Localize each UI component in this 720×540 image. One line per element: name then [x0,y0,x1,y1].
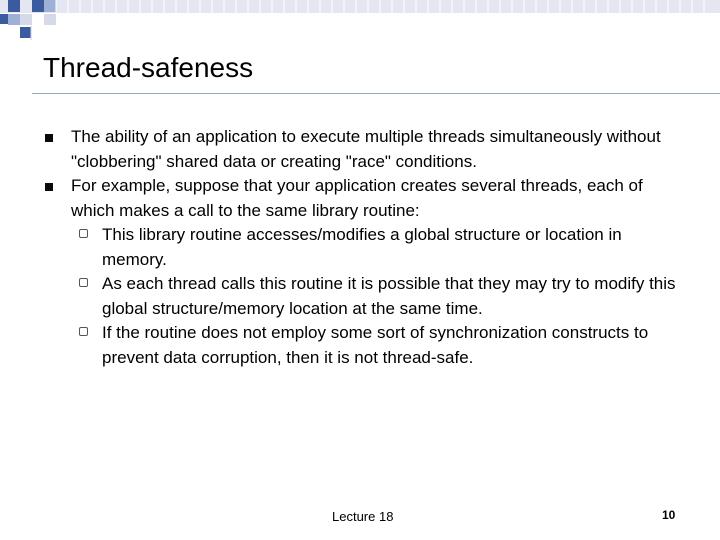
bullet-text: For example, suppose that your application creates several threads, each of which makes a call to the same library routine: [71,176,643,220]
hollow-square-bullet-icon [79,278,88,287]
title-underline [32,93,720,94]
slide-title: Thread-safeness [43,52,254,83]
sub-bullet-text: As each thread calls this routine it is possible that they may try to modify this global structure/memory location at the same time. [102,274,676,318]
bullet-item [0,125,683,174]
slide-footer: Lecture 18 [332,509,394,524]
header-grid-decoration [0,0,720,40]
slide-body [0,125,720,370]
page-number: 10 [662,508,676,522]
sub-bullet-item [0,321,684,370]
bullet-text: The ability of an application to execute multiple threads simultaneously without "clobbering" shared data or creating "race" conditions. [71,127,661,171]
sub-bullet-text: This library routine accesses/modifies a global structure or location in memory. [102,225,622,269]
square-bullet-icon [45,183,53,191]
sub-bullet-text: If the routine does not employ some sort of synchronization constructs to prevent data corruption, then it is not thread-safe. [102,323,649,367]
sub-bullet-item [0,223,684,272]
square-bullet-icon [45,134,53,142]
hollow-square-bullet-icon [79,229,88,238]
sub-bullet-item [0,272,684,321]
hollow-square-bullet-icon [79,327,88,336]
bullet-item [0,174,683,223]
